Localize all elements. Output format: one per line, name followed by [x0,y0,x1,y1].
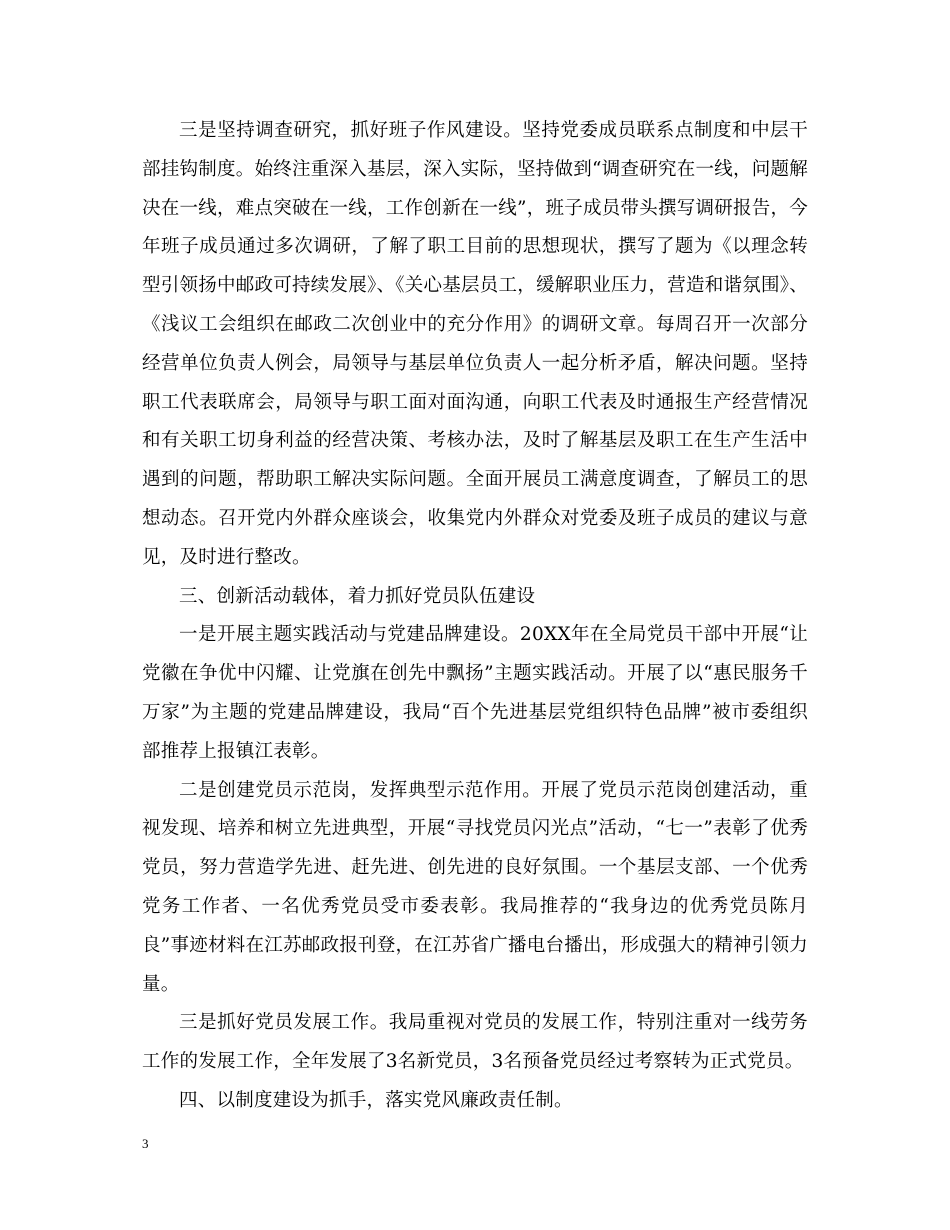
section-heading-party-member-team: 三、创新活动载体，着力抓好党员队伍建设 [179,585,536,607]
paragraph-model-post: 二是创建党员示范岗，发挥典型示范作用。开展了党员示范岗创建活动，重视发现、培养和树立先进典型，开展“寻找党员闪光点”活动，“七一”表彰了优秀党员，努力营造学先进、赶先进、创先进的良好氛围。一个基层支部、一个优秀党务工作者、一名优秀党员受市委表彰。我局推荐的“我身边的优秀党员陈月良”事迹材料在江苏邮政报刊登，在江苏省广播电台播出，形成强大的精神引领力量。 [142,779,808,995]
paragraph-theme-practice: 一是开展主题实践活动与党建品牌建设。20XX年在全局党员干部中开展“让党徽在争优中闪耀、让党旗在创先中飘扬”主题实践活动。开展了以“惠民服务千万家”为主题的党建品牌建设，我局“百个先进基层党组织特色品牌”被市委组织部推荐上报镇江表彰。 [142,624,808,762]
page-number: 3 [142,1136,149,1151]
paragraph-research-leadership: 三是坚持调查研究，抓好班子作风建设。坚持党委成员联系点制度和中层干部挂钩制度。始终注重深入基层，深入实际，坚持做到“调查研究在一线，问题解决在一线，难点突破在一线，工作创新在一线”，班子成员带头撰写调研报告，今年班子成员通过多次调研，了解了职工目前的思想现状，撰写了题为《以理念转型引领扬中邮政可持续发展》、《关心基层员工，缓解职业压力，营造和谐氛围》、《浅议工会组织在邮政二次创业中的充分作用》的调研文章。每周召开一次部分经营单位负责人例会，局领导与基层单位负责人一起分析矛盾，解决问题。坚持职工代表联席会，局领导与职工面对面沟通，向职工代表及时通报生产经营情况和有关职工切身利益的经营决策、考核办法，及时了解基层及职工在生产生活中遇到的问题，帮助职工解决实际问题。全面开展员工满意度调查，了解员工的思想动态。召开党内外群众座谈会，收集党内外群众对党委及班子成员的建议与意见，及时进行整改。 [142,120,809,568]
document-body [142,112,808,1121]
paragraph-member-development: 三是抓好党员发展工作。我局重视对党员的发展工作，特别注重对一线劳务工作的发展工作，全年发展了3名新党员，3名预备党员经过考察转为正式党员。 [142,1012,808,1073]
section-heading-system-building: 四、以制度建设为抓手，落实党风廉政责任制。 [179,1089,573,1111]
